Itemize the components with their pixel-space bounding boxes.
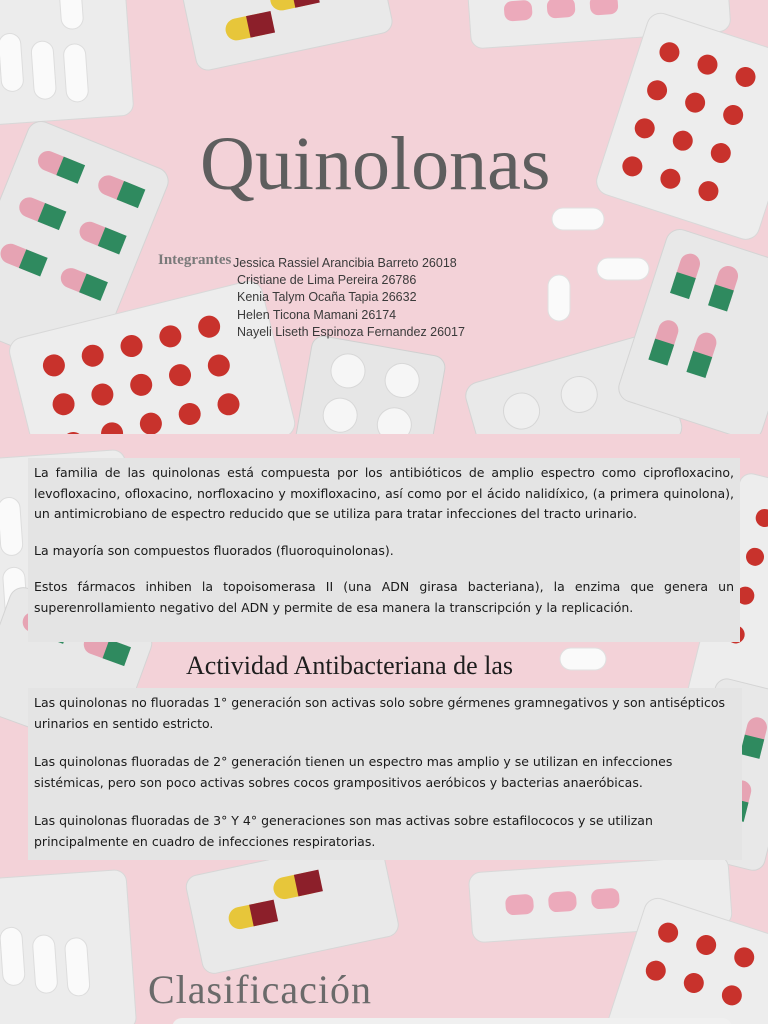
- members-label: Integrantes: [158, 252, 232, 268]
- paragraph: Las quinolonas fluoradas de 2° generación tienen un espectro mas amplio y se utilizan en infecciones sistémicas, pero son poco activas sobres cocos grampositivos aeróbicos y bacterias anaeróbicas.: [34, 754, 673, 790]
- member-item: Jessica Rassiel Arancibia Barreto 26018: [233, 256, 457, 270]
- content-slide: [0, 434, 768, 1024]
- intro-text-box: [28, 458, 740, 642]
- paragraph: Las quinolonas fluoradas de 3° Y 4° generaciones son mas activas sobre estafilococos y se utilizan principalmente en cuadro de infecciones respiratorias.: [34, 813, 653, 849]
- member-item: Cristiane de Lima Pereira 26786: [237, 273, 417, 288]
- members-list: [233, 255, 465, 341]
- paragraph: La mayoría son compuestos fluorados (fluoroquinolonas).: [34, 542, 394, 558]
- paragraph: La familia de las quinolonas está compuesta por los antibióticos de amplio espectro como ciprofloxacino, levofloxacino, ofloxacino, norfloxacino y moxifloxacino, así como por el ácido nalidíxico, (a primera quinolona), un antimicrobiano de espectro reducido que se utiliza para tratar infecciones del tracto urinario.: [34, 465, 734, 521]
- member-item: Nayeli Liseth Espinoza Fernandez 26017: [237, 324, 465, 339]
- activity-heading: Actividad Antibacteriana de las: [186, 651, 514, 680]
- slide-title: Quinolonas: [200, 122, 551, 206]
- member-item: Kenia Talym Ocaña Tapia 26632: [237, 290, 417, 305]
- paragraph: Estos fármacos inhiben la topoisomerasa II (una ADN girasa bacteriana), la enzima que genera un superenrollamiento negativo del ADN y permite de esa manera la transcripción y la replicación.: [34, 579, 734, 615]
- classification-box: [172, 1018, 732, 1024]
- activity-text-box: [28, 688, 742, 860]
- paragraph: Las quinolonas no fluoradas 1° generación son activas solo sobre gérmenes gramnegativos y son antisépticos urinarios en sentido estricto.: [34, 695, 726, 731]
- title-slide: [0, 0, 768, 434]
- classification-heading: Clasificación: [148, 967, 373, 1012]
- member-item: Helen Ticona Mamani 26174: [237, 307, 397, 322]
